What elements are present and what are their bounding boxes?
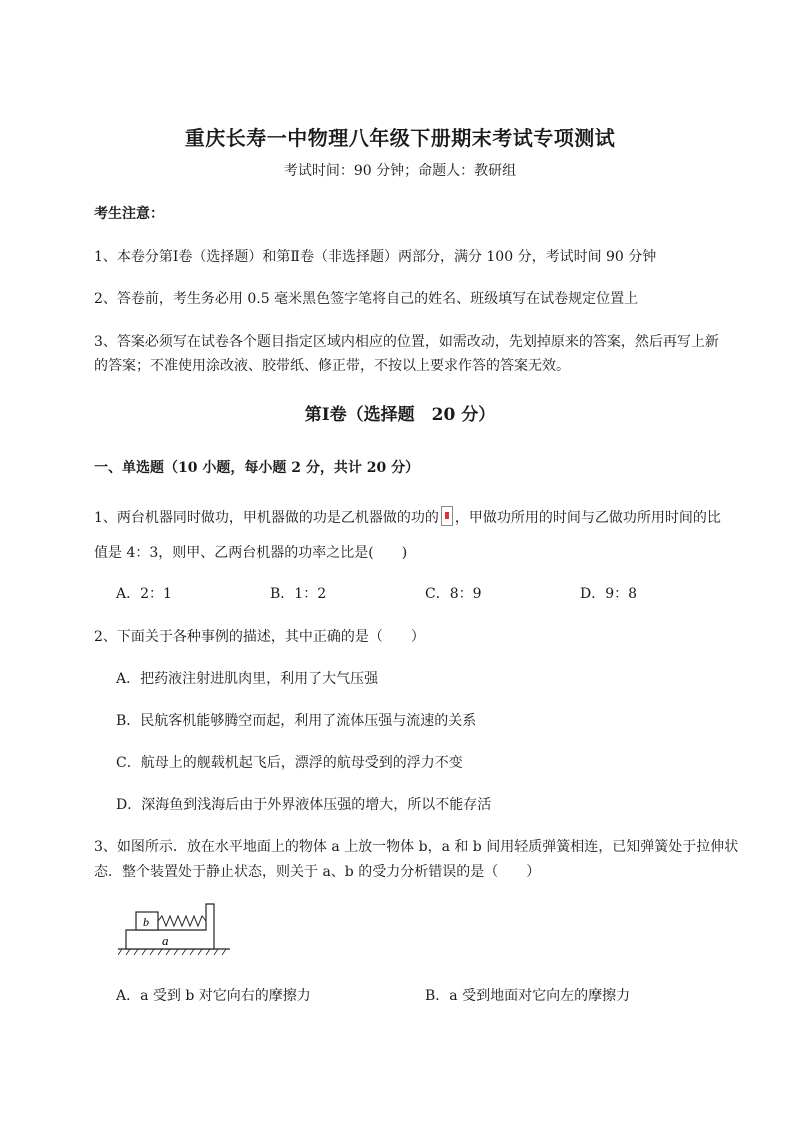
part-heading: 一、单选题（10 小题，每小题 2 分，共计 20 分）: [94, 460, 420, 476]
spring-block-figure: [118, 898, 230, 958]
question-1-option-a: A．2：1: [116, 586, 172, 602]
label-a: a: [162, 933, 169, 948]
section-title: 第Ⅰ卷（选择题 20 分）: [304, 405, 496, 425]
question-2-option-c: C．航母上的舰载机起飞后，漂浮的航母受到的浮力不变: [116, 755, 463, 771]
question-1-stem-cont: 值是 4：3，则甲、乙两台机器的功率之比是( ): [94, 545, 408, 561]
question-3-option-b: B．a 受到地面对它向左的摩擦力: [425, 988, 631, 1004]
question-2-option-a: A．把药液注射进肌肉里，利用了大气压强: [116, 671, 379, 687]
notice-item-2: 2、答卷前，考生务必用 0.5 毫米黑色签字笔将自己的姓名、班级填写在试卷规定位置上: [94, 291, 639, 307]
question-1-stem-b: ，甲做功所用的时间与乙做功所用时间的比: [454, 510, 721, 526]
notice-item-3: 3、答案必须写在试卷各个题目指定区域内相应的位置，如需改动，先划掉原来的答案，然后再写上新: [94, 334, 719, 350]
notice-item-3-cont: 的答案；不准使用涂改液、胶带纸、修正带，不按以上要求作答的答案无效。: [94, 358, 570, 374]
spring: [158, 916, 206, 926]
question-1-stem: [94, 506, 721, 527]
question-3-stem: 3、如图所示．放在水平地面上的物体 a 上放一物体 b，a 和 b 间用轻质弹簧相连，已知弹簧处于拉伸状: [94, 839, 739, 855]
ground-hatch: [118, 949, 226, 955]
broken-image-icon: [441, 506, 453, 526]
question-1-option-c: C．8：9: [425, 586, 482, 602]
question-2-stem: 2、下面关于各种事例的描述，其中正确的是（ ）: [94, 629, 425, 645]
notice-item-1: 1、本卷分第Ⅰ卷（选择题）和第Ⅱ卷（非选择题）两部分，满分 100 分，考试时间 90 分钟: [94, 249, 657, 265]
question-2-option-b: B．民航客机能够腾空而起，利用了流体压强与流速的关系: [116, 713, 477, 729]
question-1-option-b: B．1：2: [270, 586, 327, 602]
page-title: 重庆长寿一中物理八年级下册期末考试专项测试: [184, 126, 616, 150]
question-2-option-d: D．深海鱼到浅海后由于外界液体压强的增大，所以不能存活: [116, 797, 492, 813]
exam-info: 考试时间：90 分钟；命题人：教研组: [283, 163, 517, 179]
notice-heading: 考生注意：: [94, 206, 164, 222]
question-3-option-a: A．a 受到 b 对它向右的摩擦力: [116, 988, 311, 1004]
question-1-option-d: D．9：8: [580, 586, 638, 602]
label-b: b: [143, 915, 149, 929]
question-3-stem-cont: 态．整个装置处于静止状态，则关于 a、b 的受力分析错误的是（ ）: [94, 864, 541, 880]
question-1-stem-a: 1、两台机器同时做功，甲机器做的功是乙机器做的功的: [94, 510, 439, 526]
